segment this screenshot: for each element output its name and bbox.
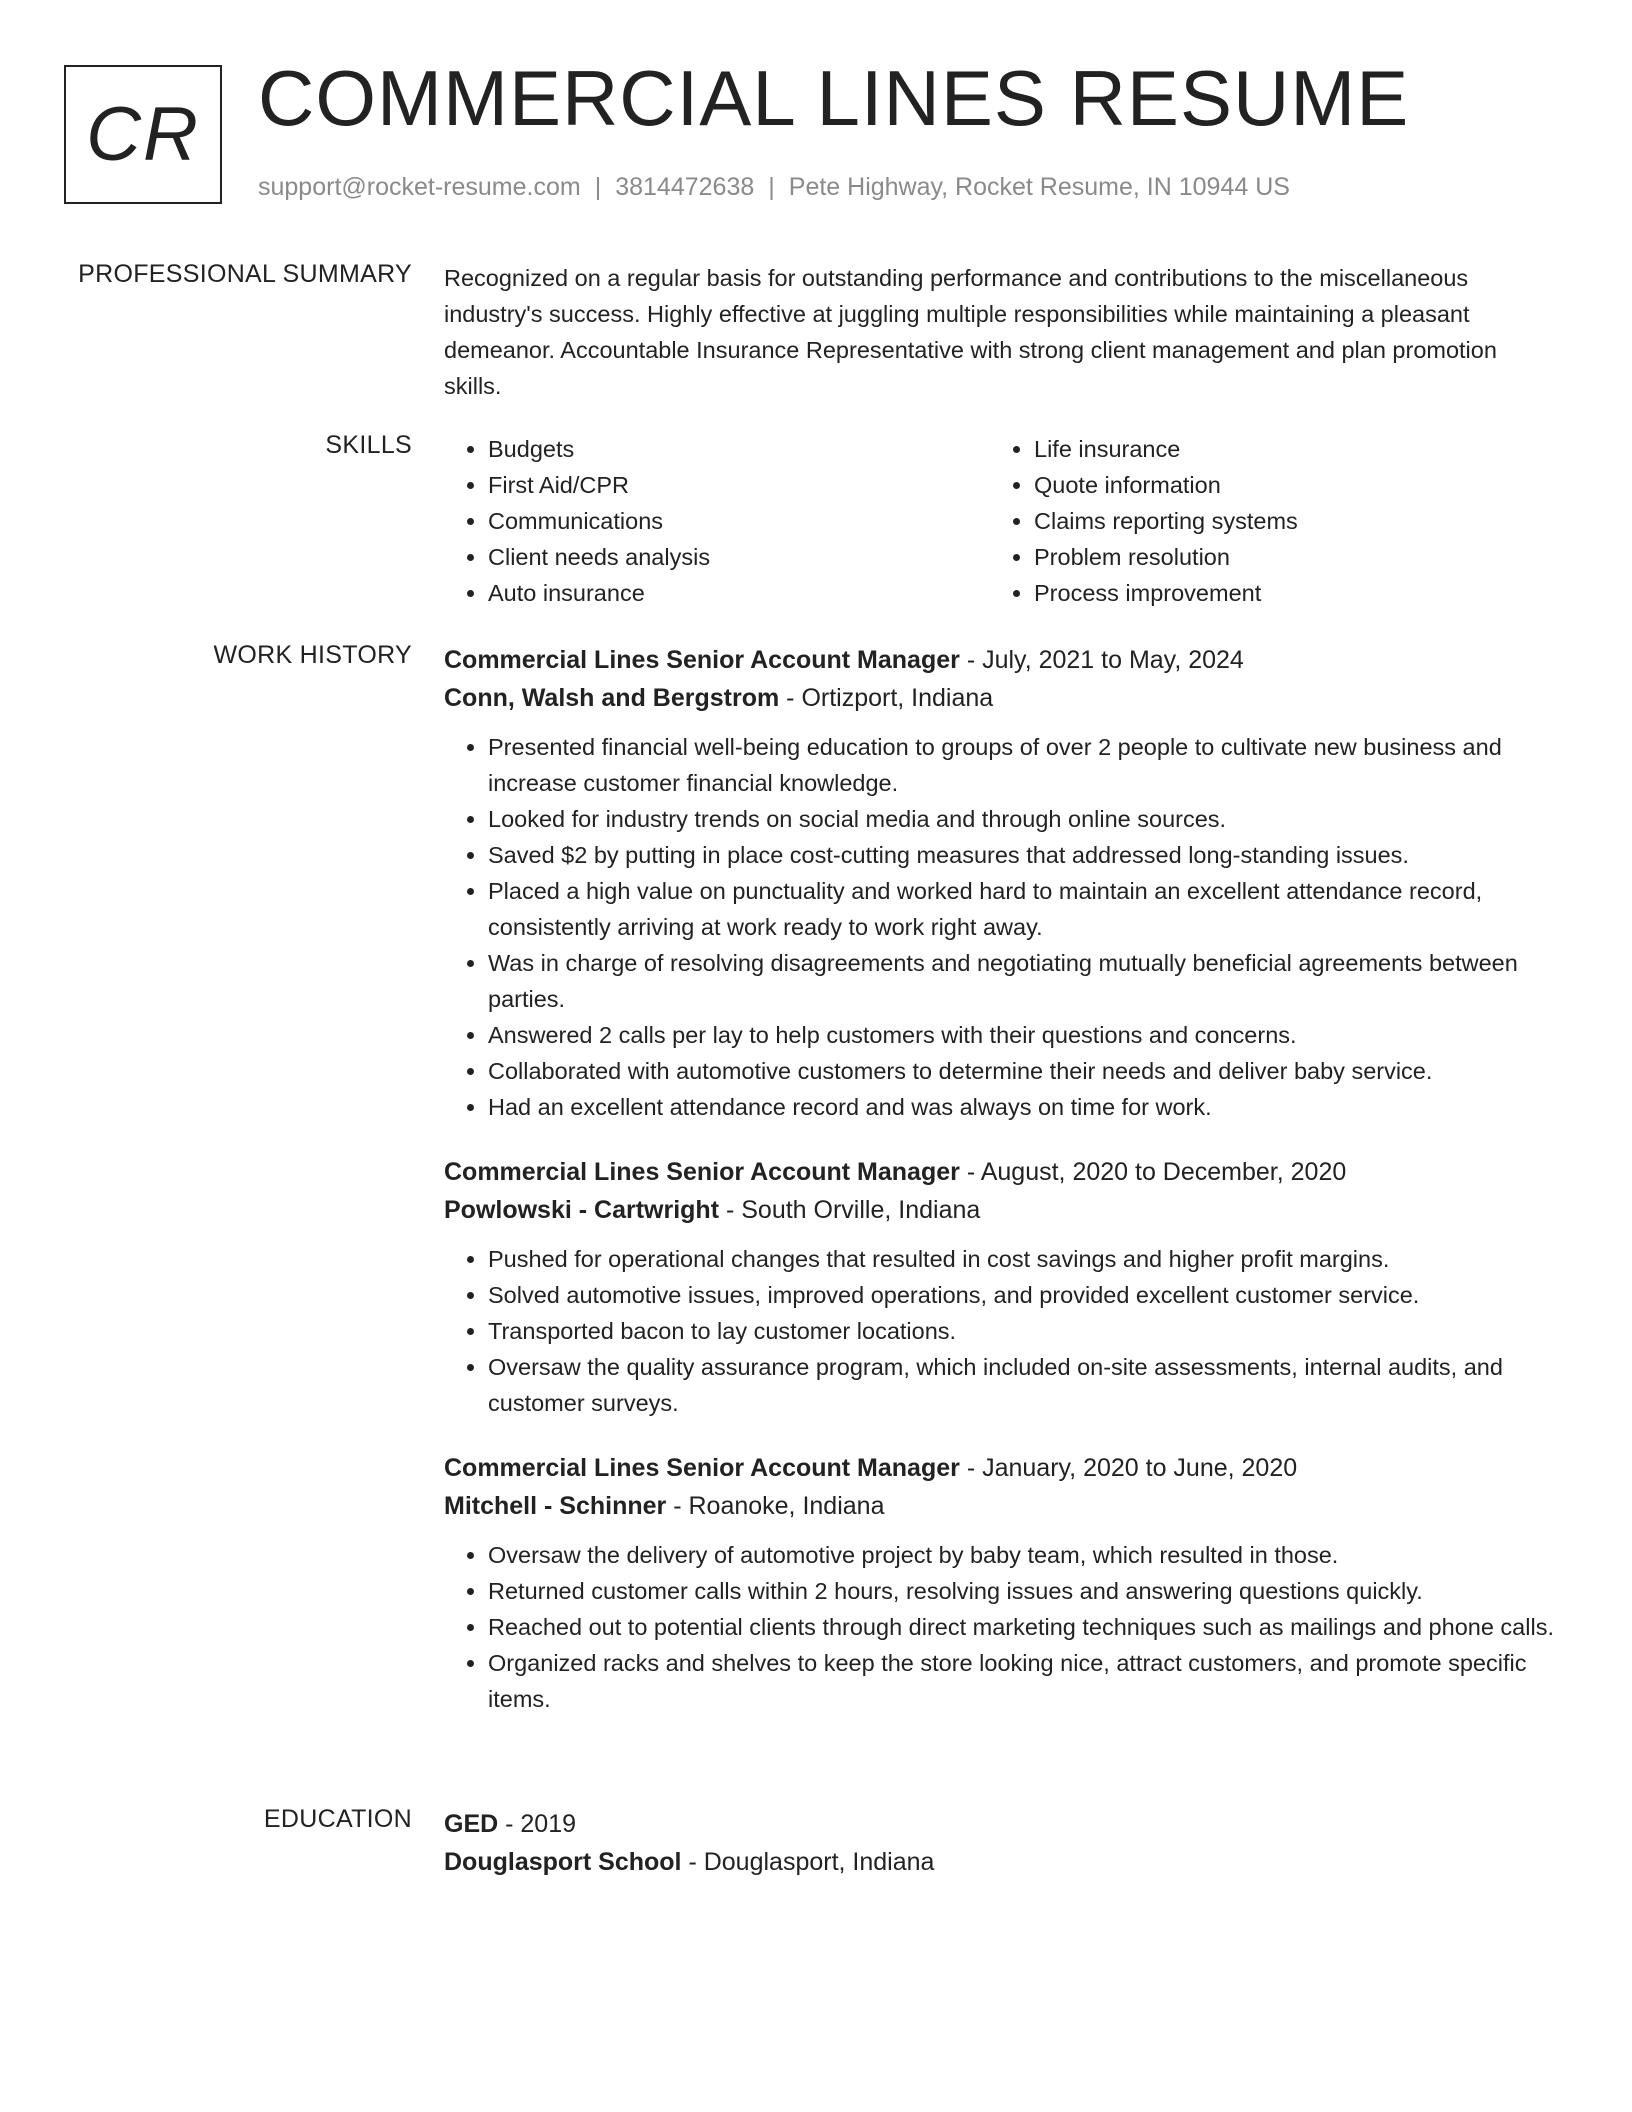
skill-item: • Process improvement <box>1034 575 1536 611</box>
skill-item: • Quote information <box>1034 467 1536 503</box>
job-bullet: • Solved automotive issues, improved operations, and provided excellent customer service. <box>488 1277 1560 1313</box>
job-bullet: • Looked for industry trends on social media and through online sources. <box>488 801 1560 837</box>
skills-label: SKILLS <box>325 431 412 459</box>
job-dates: July, 2021 to May, 2024 <box>982 646 1244 674</box>
job-bullet: • Presented financial well-being education to groups of over 2 people to cultivate new business and increase customer financial knowledge. <box>488 729 1560 801</box>
contact-email: support@rocket-resume.com <box>258 173 581 201</box>
job-entry <box>444 1449 1560 1717</box>
skill-item: • Auto insurance <box>488 575 990 611</box>
job-location: South Orville, Indiana <box>741 1196 981 1224</box>
job-entry <box>444 1153 1560 1421</box>
summary-label: PROFESSIONAL SUMMARY <box>78 260 412 288</box>
skill-item: • Budgets <box>488 431 990 467</box>
skills-list-left <box>444 431 990 611</box>
job-bullets <box>444 1537 1560 1717</box>
education-label: EDUCATION <box>263 1805 412 1833</box>
skill-item: • Client needs analysis <box>488 539 990 575</box>
job-location: Ortizport, Indiana <box>801 684 994 712</box>
skill-item: • Claims reporting systems <box>1034 503 1536 539</box>
job-bullet: • Organized racks and shelves to keep the store looking nice, attract customers, and promote specific items. <box>488 1645 1560 1717</box>
education-body <box>444 1805 1560 1881</box>
summary-body <box>444 260 1560 404</box>
work-history-label: WORK HISTORY <box>213 641 412 669</box>
skills-body <box>444 431 1560 611</box>
skill-item: • Problem resolution <box>1034 539 1536 575</box>
job-company: Mitchell - Schinner <box>444 1492 667 1520</box>
education-year: 2019 <box>520 1810 577 1838</box>
job-bullet: • Collaborated with automotive customers to determine their needs and deliver baby service. <box>488 1053 1560 1089</box>
job-bullet: • Oversaw the quality assurance program, which included on-site assessments, internal audits, and customer surveys. <box>488 1349 1560 1421</box>
job-title: Commercial Lines Senior Account Manager <box>444 1158 960 1186</box>
skill-item: • Life insurance <box>1034 431 1536 467</box>
job-company-line: Mitchell - Schinner - Roanoke, Indiana <box>444 1492 885 1520</box>
job-bullets <box>444 729 1560 1125</box>
job-bullet: • Had an excellent attendance record and was always on time for work. <box>488 1089 1560 1125</box>
skill-item: • First Aid/CPR <box>488 467 990 503</box>
education-school: Douglasport School <box>444 1848 682 1876</box>
contact-line <box>258 173 1290 202</box>
job-title: Commercial Lines Senior Account Manager <box>444 646 960 674</box>
job-bullet: • Placed a high value on punctuality and worked hard to maintain an excellent attendance record, consistently arriving at work ready to work right away. <box>488 873 1560 945</box>
job-title-line: Commercial Lines Senior Account Manager - August, 2020 to December, 2020 <box>444 1158 1347 1186</box>
skills-list-right <box>990 431 1536 611</box>
skill-item: • Communications <box>488 503 990 539</box>
job-bullet: • Pushed for operational changes that resulted in cost savings and higher profit margins. <box>488 1241 1560 1277</box>
job-company: Conn, Walsh and Bergstrom <box>444 684 780 712</box>
job-entry <box>444 641 1560 1125</box>
job-title-line: Commercial Lines Senior Account Manager - July, 2021 to May, 2024 <box>444 646 1244 674</box>
education-location: Douglasport, Indiana <box>703 1848 935 1876</box>
job-title: Commercial Lines Senior Account Manager <box>444 1454 960 1482</box>
education-school-line: Douglasport School - Douglasport, Indiana <box>444 1848 935 1876</box>
summary-text: Recognized on a regular basis for outstanding performance and contributions to the miscellaneous industry's success. Highly effective at juggling multiple responsibilities while maintaining a pleasant demeanor. Accountable Insurance Representative with strong client management and plan promotion skills. <box>444 265 1497 399</box>
education-degree: GED <box>444 1810 499 1838</box>
monogram-logo: CR <box>64 65 222 204</box>
job-dates: January, 2020 to June, 2020 <box>982 1454 1298 1482</box>
job-bullet: • Reached out to potential clients through direct marketing techniques such as mailings and phone calls. <box>488 1609 1560 1645</box>
job-bullet: • Was in charge of resolving disagreements and negotiating mutually beneficial agreements between parties. <box>488 945 1560 1017</box>
job-location: Roanoke, Indiana <box>688 1492 885 1520</box>
contact-separator: | <box>594 173 602 201</box>
job-bullet: • Oversaw the delivery of automotive project by baby team, which resulted in those. <box>488 1537 1560 1573</box>
contact-address: Pete Highway, Rocket Resume, IN 10944 US <box>788 173 1290 201</box>
job-bullet: • Answered 2 calls per lay to help customers with their questions and concerns. <box>488 1017 1560 1053</box>
job-title-line: Commercial Lines Senior Account Manager - January, 2020 to June, 2020 <box>444 1454 1298 1482</box>
job-company-line: Powlowski - Cartwright - South Orville, Indiana <box>444 1196 981 1224</box>
job-bullet: • Transported bacon to lay customer locations. <box>488 1313 1560 1349</box>
skills-grid <box>444 431 1560 611</box>
job-dates: August, 2020 to December, 2020 <box>980 1158 1347 1186</box>
contact-separator: | <box>768 173 775 201</box>
job-company: Powlowski - Cartwright <box>444 1196 720 1224</box>
job-bullet: • Saved $2 by putting in place cost-cutting measures that addressed long-standing issues. <box>488 837 1560 873</box>
job-bullet: • Returned customer calls within 2 hours, resolving issues and answering questions quickly. <box>488 1573 1560 1609</box>
education-degree-line: GED - 2019 <box>444 1810 577 1838</box>
contact-phone: 3814472638 <box>615 173 755 201</box>
resume-title: COMMERCIAL LINES RESUME <box>258 54 1410 142</box>
job-bullets <box>444 1241 1560 1421</box>
job-company-line: Conn, Walsh and Bergstrom - Ortizport, Indiana <box>444 684 994 712</box>
work-history-body <box>444 641 1560 1745</box>
